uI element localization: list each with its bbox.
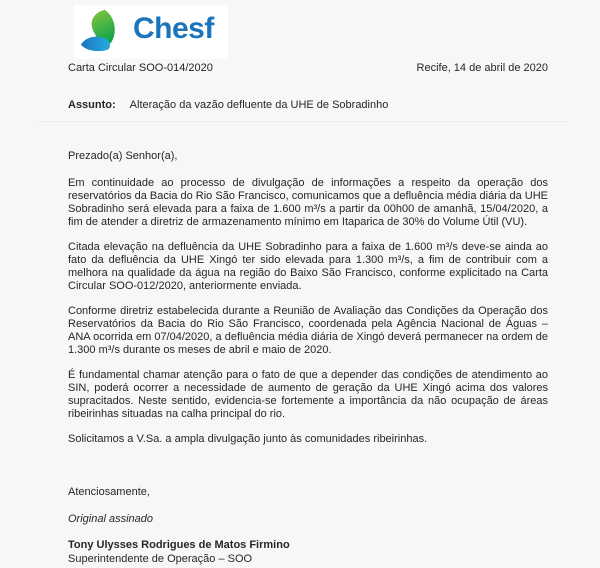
letter-body: [68, 150, 548, 566]
subject-text: Alteração da vazão defluente da UHE de Sobradinho: [129, 99, 389, 111]
signer-title: Superintendente de Operação – SOO: [68, 553, 253, 565]
letter-place-date: Recife, 14 de abril de 2020: [416, 62, 548, 74]
letter-reference: Carta Circular SOO-014/2020: [68, 62, 213, 74]
closing-regards: Atenciosamente,: [68, 486, 150, 498]
signer-name: Tony Ulysses Rodrigues de Matos Firmino: [68, 539, 290, 551]
letter-meta-row: [68, 62, 548, 75]
letter-paragraph: Conforme diretriz estabelecida durante a Reunião de Avaliação das Condições da Operação dos Reservatórios da Bacia do Rio São Francisco, coordenada pela Agência Nacional de Águas – ANA ocorrida em 07/04/2020, a defluência média diária de Xingó deverá permanecer na ordem de 1.300 m³/s durante os meses de abril e maio de 2020.: [68, 305, 548, 356]
chesf-leaf-wave-icon: [78, 9, 124, 53]
header-divider: [38, 121, 567, 122]
letter-paragraph: É fundamental chamar atenção para o fato de que a depender das condições de atendimento ao SIN, poderá ocorrer a necessidade de aumento de geração da UHE Xingó acima dos valores supracitados. Neste sentido, evidencia-se fortemente a importância da não ocupação de áreas ribeirinhas situadas na calha principal do rio.: [68, 369, 548, 420]
letter-paragraph: Solicitamos a V.Sa. a ampla divulgação junto às comunidades ribeirinhas.: [68, 433, 428, 445]
signed-note: Original assinado: [68, 513, 153, 525]
chesf-logo: [74, 5, 228, 59]
subject-label: Assunto:: [68, 99, 116, 111]
letter-paragraph: Em continuidade ao processo de divulgação de informações a respeito da operação dos reservatórios da Bacia do Rio São Francisco, comunicamos que a defluência média diária da UHE Sobradinho será elevada para a faixa de 1.600 m³/s a partir da 00h00 de amanhã, 15/04/2020, a fim de atender a diretriz de armazenamento mínimo em Itaparica de 30% do Volume Útil (VU).: [68, 177, 548, 228]
brand-name: Chesf: [133, 12, 214, 45]
subject-row: [68, 99, 548, 112]
letter-paragraph: Citada elevação na defluência da UHE Sobradinho para a faixa de 1.600 m³/s deve-se ainda ao fato da defluência da UHE Xingó ter sido elevada para 1.300 m³/s, a fim de contribuir com a melhora na qualidade da água na região do Baixo São Francisco, conforme explicitado na Carta Circular SOO-012/2020, anteriormente enviada.: [68, 241, 548, 292]
salutation: Prezado(a) Senhor(a),: [68, 150, 178, 162]
